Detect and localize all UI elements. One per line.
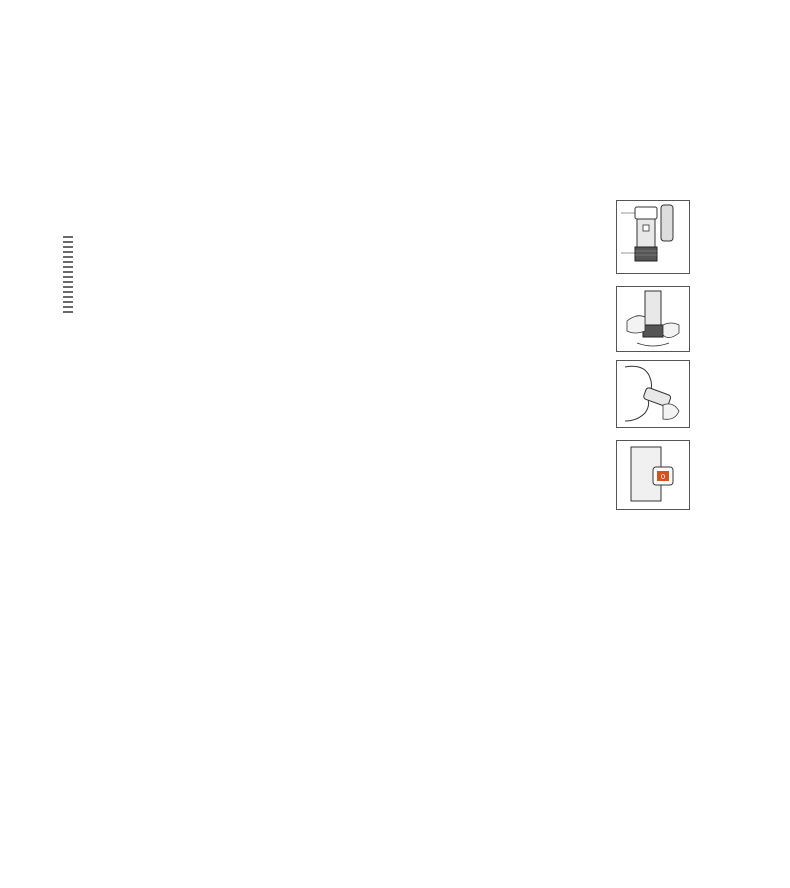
svg-text:0: 0 [660,473,666,481]
face-inhaling-icon [617,361,689,427]
inhaler-diagram-icon [617,201,689,273]
figure-1-inhaler-parts [616,200,690,274]
margin-tick-marks [63,236,73,316]
dose-indicator-icon [617,441,689,509]
figure-3-inhale [616,360,690,428]
figure-4-dose-window [616,440,690,510]
hand-twist-icon [617,287,689,351]
figure-2-twist [616,286,690,352]
